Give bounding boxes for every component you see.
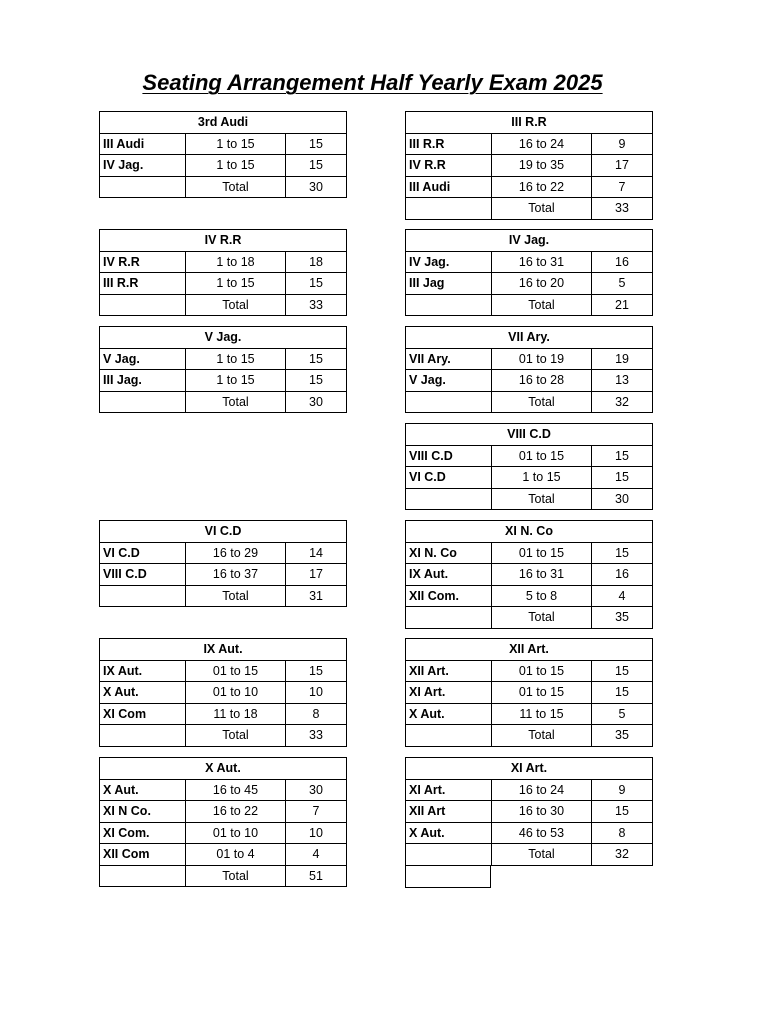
table-row xyxy=(406,585,653,607)
count-cell: 9 xyxy=(592,133,653,155)
room-table xyxy=(405,638,653,747)
room-table xyxy=(405,229,653,316)
roll-range-cell: 01 to 15 xyxy=(186,660,286,682)
total-label: Total xyxy=(186,391,286,413)
class-cell: XII Art xyxy=(406,801,492,823)
total-value: 30 xyxy=(592,488,653,510)
table-row xyxy=(406,467,653,489)
roll-range-cell: 19 to 35 xyxy=(492,155,592,177)
roll-range-cell: 11 to 15 xyxy=(492,703,592,725)
roll-range-cell: 46 to 53 xyxy=(492,822,592,844)
class-cell: V Jag. xyxy=(100,348,186,370)
table-row xyxy=(100,370,347,392)
count-cell: 4 xyxy=(286,844,347,866)
table-row xyxy=(100,348,347,370)
roll-range-cell: 01 to 15 xyxy=(492,445,592,467)
class-cell: VIII C.D xyxy=(100,564,186,586)
total-value: 21 xyxy=(592,294,653,316)
total-value: 33 xyxy=(286,725,347,747)
total-label: Total xyxy=(186,725,286,747)
count-cell: 18 xyxy=(286,251,347,273)
table-row xyxy=(100,273,347,295)
table-row xyxy=(406,133,653,155)
room-name: 3rd Audi xyxy=(100,112,347,134)
class-cell: III Jag xyxy=(406,273,492,295)
class-cell: IV R.R xyxy=(100,251,186,273)
total-row xyxy=(406,607,653,629)
empty-cell xyxy=(406,725,492,747)
roll-range-cell: 01 to 15 xyxy=(492,682,592,704)
table-row xyxy=(100,564,347,586)
count-cell: 14 xyxy=(286,542,347,564)
count-cell: 4 xyxy=(592,585,653,607)
room-name: III R.R xyxy=(406,112,653,134)
class-cell: X Aut. xyxy=(406,703,492,725)
roll-range-cell: 1 to 15 xyxy=(186,273,286,295)
room-name: IV R.R xyxy=(100,230,347,252)
table-row xyxy=(100,844,347,866)
count-cell: 15 xyxy=(592,445,653,467)
empty-cell xyxy=(405,865,491,888)
count-cell: 5 xyxy=(592,703,653,725)
table-row xyxy=(406,682,653,704)
total-value: 30 xyxy=(286,176,347,198)
table-row xyxy=(100,542,347,564)
count-cell: 15 xyxy=(592,801,653,823)
table-row xyxy=(406,660,653,682)
class-cell: XI N. Co xyxy=(406,542,492,564)
table-row xyxy=(100,660,347,682)
class-cell: X Aut. xyxy=(406,822,492,844)
class-cell: III Audi xyxy=(406,176,492,198)
class-cell: III R.R xyxy=(100,273,186,295)
total-value: 33 xyxy=(286,294,347,316)
class-cell: XII Com. xyxy=(406,585,492,607)
class-cell: XI Art. xyxy=(406,682,492,704)
count-cell: 16 xyxy=(592,564,653,586)
roll-range-cell: 01 to 4 xyxy=(186,844,286,866)
total-label: Total xyxy=(492,607,592,629)
room-table xyxy=(99,520,347,607)
count-cell: 8 xyxy=(286,703,347,725)
roll-range-cell: 16 to 30 xyxy=(492,801,592,823)
count-cell: 8 xyxy=(592,822,653,844)
roll-range-cell: 16 to 29 xyxy=(186,542,286,564)
count-cell: 7 xyxy=(286,801,347,823)
table-row xyxy=(406,779,653,801)
empty-cell xyxy=(100,294,186,316)
total-row xyxy=(100,865,347,887)
table-row xyxy=(406,176,653,198)
empty-cell xyxy=(100,725,186,747)
table-row xyxy=(406,542,653,564)
total-label: Total xyxy=(186,176,286,198)
total-label: Total xyxy=(492,488,592,510)
room-name: XI Art. xyxy=(406,758,653,780)
page-title: Seating Arrangement Half Yearly Exam 2025 xyxy=(142,70,603,95)
class-cell: XI Art. xyxy=(406,779,492,801)
total-label: Total xyxy=(492,391,592,413)
total-label: Total xyxy=(492,725,592,747)
total-value: 32 xyxy=(592,844,653,866)
room-table xyxy=(99,326,347,413)
room-name: XII Art. xyxy=(406,639,653,661)
count-cell: 15 xyxy=(592,467,653,489)
empty-cell xyxy=(406,198,492,220)
count-cell: 15 xyxy=(286,155,347,177)
class-cell: III Jag. xyxy=(100,370,186,392)
total-row xyxy=(100,725,347,747)
count-cell: 19 xyxy=(592,348,653,370)
room-name: X Aut. xyxy=(100,758,347,780)
class-cell: XII Com xyxy=(100,844,186,866)
count-cell: 10 xyxy=(286,822,347,844)
class-cell: VI C.D xyxy=(406,467,492,489)
roll-range-cell: 1 to 15 xyxy=(186,348,286,370)
roll-range-cell: 16 to 24 xyxy=(492,779,592,801)
total-label: Total xyxy=(492,294,592,316)
count-cell: 17 xyxy=(592,155,653,177)
roll-range-cell: 1 to 18 xyxy=(186,251,286,273)
roll-range-cell: 01 to 19 xyxy=(492,348,592,370)
count-cell: 17 xyxy=(286,564,347,586)
class-cell: VIII C.D xyxy=(406,445,492,467)
empty-cell xyxy=(100,176,186,198)
class-cell: IV R.R xyxy=(406,155,492,177)
roll-range-cell: 01 to 10 xyxy=(186,682,286,704)
class-cell: XI Com. xyxy=(100,822,186,844)
count-cell: 7 xyxy=(592,176,653,198)
total-row xyxy=(406,198,653,220)
class-cell: X Aut. xyxy=(100,682,186,704)
roll-range-cell: 01 to 15 xyxy=(492,542,592,564)
roll-range-cell: 16 to 31 xyxy=(492,564,592,586)
total-value: 33 xyxy=(592,198,653,220)
class-cell: IV Jag. xyxy=(100,155,186,177)
class-cell: IX Aut. xyxy=(100,660,186,682)
empty-cell xyxy=(100,391,186,413)
class-cell: VII Ary. xyxy=(406,348,492,370)
class-cell: XII Art. xyxy=(406,660,492,682)
count-cell: 13 xyxy=(592,370,653,392)
table-row xyxy=(406,445,653,467)
room-table xyxy=(99,229,347,316)
total-row xyxy=(100,176,347,198)
table-row xyxy=(406,273,653,295)
count-cell: 15 xyxy=(286,370,347,392)
table-row xyxy=(100,779,347,801)
total-row xyxy=(406,725,653,747)
roll-range-cell: 5 to 8 xyxy=(492,585,592,607)
total-label: Total xyxy=(186,585,286,607)
empty-cell xyxy=(100,865,186,887)
empty-cell xyxy=(406,294,492,316)
room-name: VI C.D xyxy=(100,521,347,543)
class-cell: IX Aut. xyxy=(406,564,492,586)
count-cell: 16 xyxy=(592,251,653,273)
class-cell: XI Com xyxy=(100,703,186,725)
roll-range-cell: 16 to 24 xyxy=(492,133,592,155)
roll-range-cell: 16 to 28 xyxy=(492,370,592,392)
total-value: 31 xyxy=(286,585,347,607)
room-table xyxy=(99,111,347,198)
total-label: Total xyxy=(492,198,592,220)
count-cell: 30 xyxy=(286,779,347,801)
room-name: VII Ary. xyxy=(406,327,653,349)
room-name: IV Jag. xyxy=(406,230,653,252)
table-row xyxy=(406,251,653,273)
count-cell: 15 xyxy=(286,660,347,682)
room-table xyxy=(405,423,653,510)
roll-range-cell: 16 to 45 xyxy=(186,779,286,801)
room-table xyxy=(99,757,347,887)
class-cell: V Jag. xyxy=(406,370,492,392)
roll-range-cell: 16 to 22 xyxy=(186,801,286,823)
roll-range-cell: 16 to 20 xyxy=(492,273,592,295)
total-value: 35 xyxy=(592,607,653,629)
empty-cell xyxy=(406,607,492,629)
class-cell: VI C.D xyxy=(100,542,186,564)
total-value: 51 xyxy=(286,865,347,887)
total-label: Total xyxy=(186,294,286,316)
class-cell: X Aut. xyxy=(100,779,186,801)
room-table xyxy=(99,638,347,747)
roll-range-cell: 1 to 15 xyxy=(186,370,286,392)
total-value: 30 xyxy=(286,391,347,413)
roll-range-cell: 1 to 15 xyxy=(186,133,286,155)
roll-range-cell: 1 to 15 xyxy=(492,467,592,489)
total-row xyxy=(100,391,347,413)
table-row xyxy=(406,822,653,844)
roll-range-cell: 1 to 15 xyxy=(186,155,286,177)
table-row xyxy=(100,155,347,177)
count-cell: 9 xyxy=(592,779,653,801)
roll-range-cell: 11 to 18 xyxy=(186,703,286,725)
roll-range-cell: 16 to 37 xyxy=(186,564,286,586)
total-row xyxy=(406,294,653,316)
table-row xyxy=(100,801,347,823)
roll-range-cell: 01 to 10 xyxy=(186,822,286,844)
room-table xyxy=(405,111,653,220)
class-cell: XI N Co. xyxy=(100,801,186,823)
table-row xyxy=(406,155,653,177)
roll-range-cell: 01 to 15 xyxy=(492,660,592,682)
count-cell: 15 xyxy=(286,133,347,155)
table-row xyxy=(406,348,653,370)
roll-range-cell: 16 to 22 xyxy=(492,176,592,198)
total-value: 32 xyxy=(592,391,653,413)
count-cell: 10 xyxy=(286,682,347,704)
table-row xyxy=(100,133,347,155)
table-row xyxy=(406,564,653,586)
total-row xyxy=(406,844,653,866)
empty-cell xyxy=(406,488,492,510)
total-row xyxy=(406,391,653,413)
empty-cell xyxy=(100,585,186,607)
total-label: Total xyxy=(492,844,592,866)
count-cell: 15 xyxy=(286,273,347,295)
room-table xyxy=(405,326,653,413)
count-cell: 15 xyxy=(286,348,347,370)
class-cell: III Audi xyxy=(100,133,186,155)
table-row xyxy=(406,801,653,823)
count-cell: 15 xyxy=(592,682,653,704)
table-row xyxy=(100,682,347,704)
room-name: V Jag. xyxy=(100,327,347,349)
total-row xyxy=(100,294,347,316)
table-row xyxy=(406,703,653,725)
total-label: Total xyxy=(186,865,286,887)
table-row xyxy=(406,370,653,392)
total-value: 35 xyxy=(592,725,653,747)
room-name: IX Aut. xyxy=(100,639,347,661)
count-cell: 5 xyxy=(592,273,653,295)
total-row xyxy=(100,585,347,607)
table-row xyxy=(100,703,347,725)
count-cell: 15 xyxy=(592,542,653,564)
room-table xyxy=(405,520,653,629)
room-name: VIII C.D xyxy=(406,424,653,446)
table-row xyxy=(100,251,347,273)
class-cell: III R.R xyxy=(406,133,492,155)
count-cell: 15 xyxy=(592,660,653,682)
room-table xyxy=(405,757,653,866)
empty-cell xyxy=(406,391,492,413)
room-name: XI N. Co xyxy=(406,521,653,543)
class-cell: IV Jag. xyxy=(406,251,492,273)
total-row xyxy=(406,488,653,510)
roll-range-cell: 16 to 31 xyxy=(492,251,592,273)
empty-cell xyxy=(406,844,492,866)
table-row xyxy=(100,822,347,844)
